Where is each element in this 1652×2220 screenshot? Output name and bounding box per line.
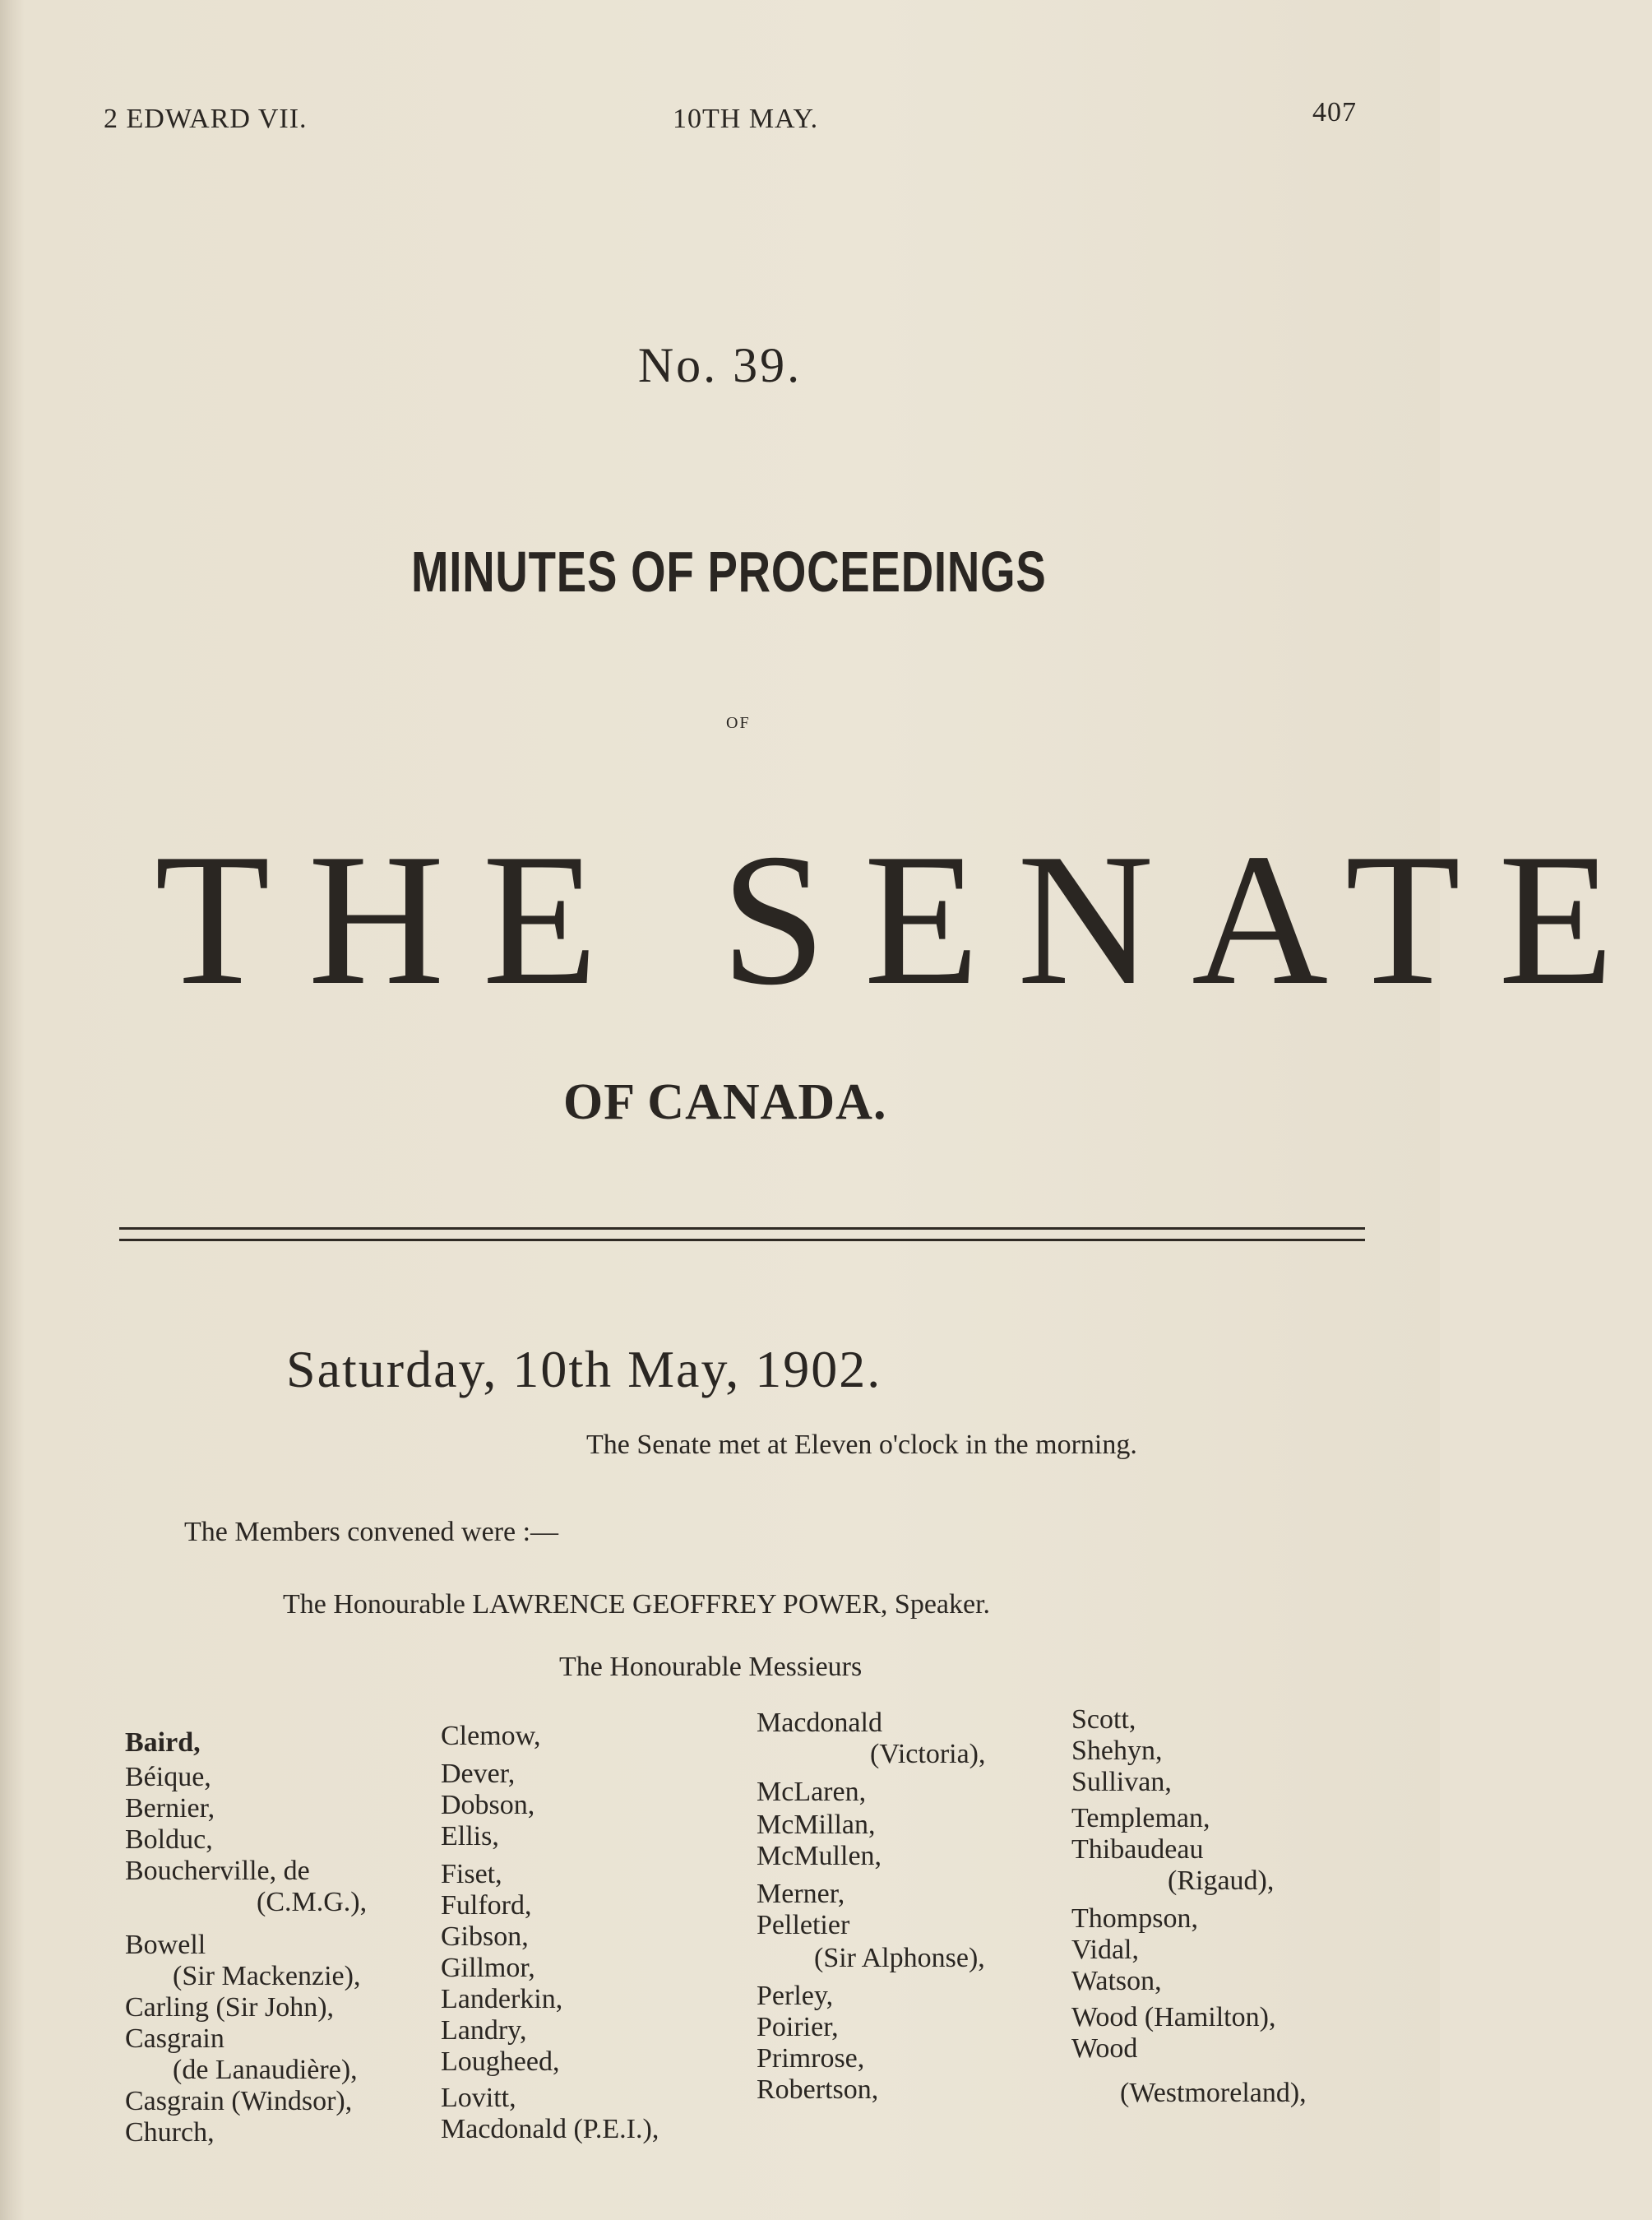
member-name: Fiset,	[441, 1859, 502, 1889]
sitting-date: Saturday, 10th May, 1902.	[286, 1340, 882, 1398]
member-name: (Victoria),	[870, 1739, 986, 1769]
member-name: Perley,	[757, 1981, 834, 2011]
of-connector: OF	[726, 714, 751, 732]
member-name: (Rigaud),	[1168, 1865, 1275, 1896]
member-name: Dobson,	[441, 1790, 535, 1820]
member-name: (de Lanaudière),	[173, 2055, 358, 2085]
member-name: Primrose,	[757, 2043, 865, 2074]
met-line: The Senate met at Eleven o'clock in the morning.	[586, 1430, 1137, 1460]
member-name: Carling (Sir John),	[125, 1992, 335, 2023]
member-name: Casgrain	[125, 2023, 224, 2054]
running-head-left: 2 EDWARD VII.	[104, 104, 308, 134]
member-name: Thompson,	[1071, 1903, 1198, 1934]
member-name: Shehyn,	[1071, 1736, 1163, 1766]
speaker-line: The Honourable LAWRENCE GEOFFREY POWER, Speaker.	[283, 1589, 991, 1620]
member-name: Bowell	[125, 1930, 206, 1960]
member-name: Clemow,	[441, 1721, 541, 1751]
member-name: (Sir Alphonse),	[814, 1943, 985, 1973]
member-name: Ellis,	[441, 1821, 499, 1852]
member-name: Scott,	[1071, 1704, 1136, 1735]
member-name: Landerkin,	[441, 1984, 563, 2014]
member-name: Dever,	[441, 1759, 516, 1789]
member-name: Wood	[1071, 2033, 1138, 2064]
member-name: Lovitt,	[441, 2083, 516, 2113]
members-convened: The Members convened were :—	[184, 1517, 559, 1547]
member-name: Macdonald	[757, 1708, 882, 1738]
running-head-center: 10TH MAY.	[673, 104, 819, 134]
document-number: No. 39.	[637, 338, 803, 392]
member-name: Gillmor,	[441, 1953, 535, 1983]
page-number: 407	[1312, 97, 1357, 127]
double-rule-top	[119, 1227, 1365, 1230]
member-name: McLaren,	[757, 1777, 867, 1807]
member-name: Macdonald (P.E.I.),	[441, 2114, 659, 2144]
member-name: Landry,	[441, 2015, 527, 2046]
member-name: Casgrain (Windsor),	[125, 2086, 353, 2116]
member-name: Sullivan,	[1071, 1767, 1172, 1797]
member-name: Robertson,	[757, 2074, 879, 2105]
member-name: Church,	[125, 2117, 215, 2148]
member-name: Fulford,	[441, 1890, 532, 1921]
member-name: Wood (Hamilton),	[1071, 2002, 1276, 2032]
member-name: Gibson,	[441, 1921, 529, 1952]
member-name: McMillan,	[757, 1810, 876, 1840]
of-canada-heading: OF CANADA.	[563, 1074, 887, 1130]
member-name: Boucherville, de	[125, 1856, 310, 1886]
member-name: Bernier,	[125, 1793, 215, 1824]
member-name: Baird,	[125, 1727, 201, 1758]
member-name: Béique,	[125, 1762, 211, 1792]
member-name: Lougheed,	[441, 2046, 560, 2077]
member-name: Thibaudeau	[1071, 1834, 1204, 1865]
member-name: Pelletier	[757, 1910, 850, 1940]
member-name: (Westmoreland),	[1120, 2078, 1307, 2108]
double-rule-bottom	[119, 1239, 1365, 1241]
minutes-heading: MINUTES OF PROCEEDINGS	[411, 540, 1047, 604]
member-name: McMullen,	[757, 1841, 882, 1871]
member-name: Merner,	[757, 1879, 845, 1909]
member-name: Templeman,	[1071, 1803, 1210, 1833]
member-name: Bolduc,	[125, 1824, 213, 1855]
member-name: Vidal,	[1071, 1935, 1139, 1965]
member-name: (C.M.G.),	[257, 1887, 368, 1917]
senate-title: THE SENATE	[155, 814, 1652, 1024]
messieurs-heading: The Honourable Messieurs	[559, 1652, 863, 1682]
member-name: Watson,	[1071, 1966, 1162, 1996]
member-name: Poirier,	[757, 2012, 839, 2042]
member-name: (Sir Mackenzie),	[173, 1961, 361, 1991]
